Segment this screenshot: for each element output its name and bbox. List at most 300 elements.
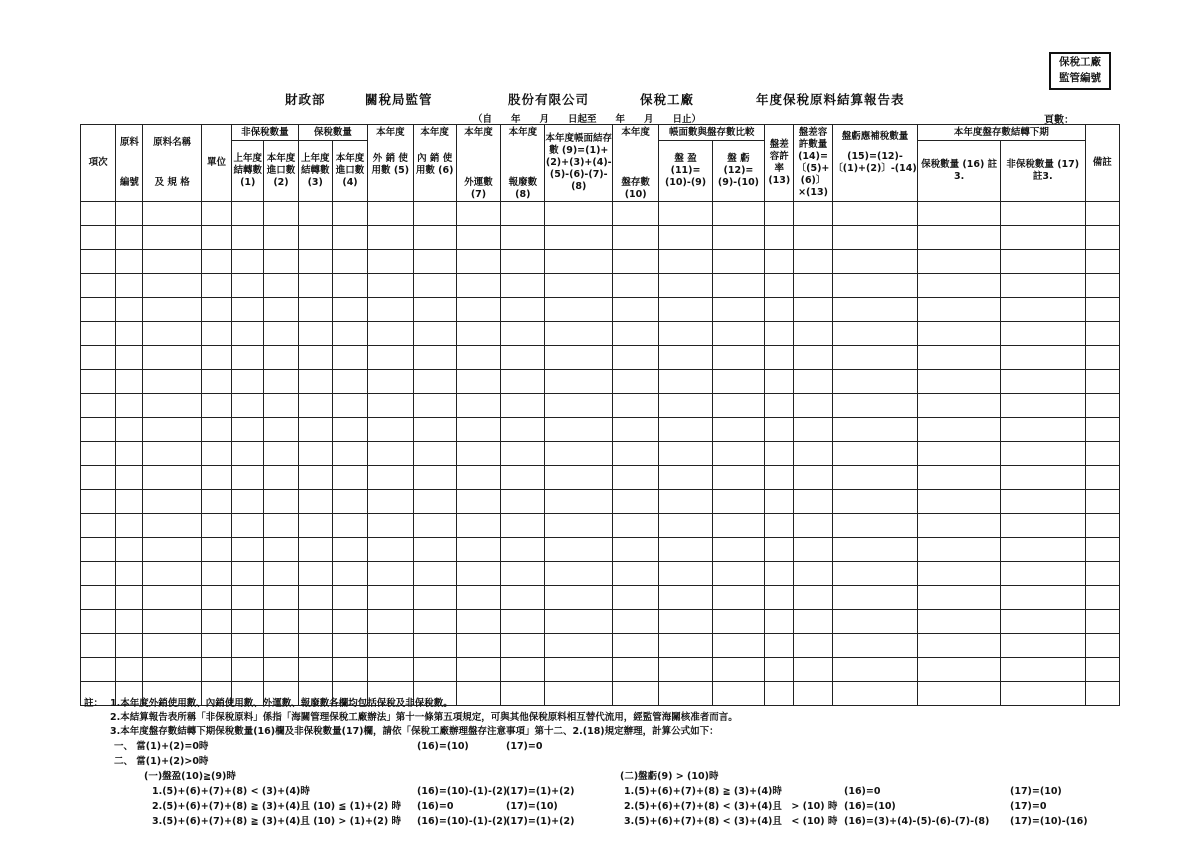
table-cell[interactable] [264, 418, 298, 442]
table-cell[interactable] [456, 658, 500, 682]
table-cell[interactable] [298, 466, 332, 490]
table-cell[interactable] [712, 418, 764, 442]
table-cell[interactable] [794, 538, 832, 562]
table-cell[interactable] [332, 610, 367, 634]
table-cell[interactable] [264, 658, 298, 682]
table-cell[interactable] [765, 586, 794, 610]
table-cell[interactable] [659, 274, 712, 298]
table-cell[interactable] [332, 514, 367, 538]
table-cell[interactable] [456, 514, 500, 538]
table-cell[interactable] [413, 610, 456, 634]
table-cell[interactable] [918, 586, 1001, 610]
table-cell[interactable] [264, 610, 298, 634]
table-cell[interactable] [232, 250, 264, 274]
table-cell[interactable] [918, 490, 1001, 514]
table-cell[interactable] [918, 538, 1001, 562]
table-cell[interactable] [794, 466, 832, 490]
table-cell[interactable] [368, 538, 413, 562]
table-cell[interactable] [201, 322, 231, 346]
table-cell[interactable] [613, 610, 659, 634]
table-cell[interactable] [765, 658, 794, 682]
table-cell[interactable] [712, 394, 764, 418]
table-cell[interactable] [765, 442, 794, 466]
table-cell[interactable] [659, 682, 712, 706]
table-cell[interactable] [501, 322, 545, 346]
table-cell[interactable] [545, 586, 613, 610]
table-cell[interactable] [918, 202, 1001, 226]
table-cell[interactable] [794, 562, 832, 586]
table-cell[interactable] [613, 658, 659, 682]
table-cell[interactable] [413, 490, 456, 514]
table-cell[interactable] [332, 538, 367, 562]
table-cell[interactable] [918, 514, 1001, 538]
table-cell[interactable] [501, 250, 545, 274]
table-cell[interactable] [613, 274, 659, 298]
table-cell[interactable] [456, 298, 500, 322]
table-cell[interactable] [456, 394, 500, 418]
table-cell[interactable] [413, 394, 456, 418]
table-cell[interactable] [501, 442, 545, 466]
table-cell[interactable] [368, 250, 413, 274]
table-cell[interactable] [298, 490, 332, 514]
table-cell[interactable] [1000, 346, 1085, 370]
table-cell[interactable] [332, 490, 367, 514]
table-cell[interactable] [332, 418, 367, 442]
table-cell[interactable] [81, 274, 116, 298]
table-cell[interactable] [918, 298, 1001, 322]
table-cell[interactable] [501, 226, 545, 250]
table-cell[interactable] [264, 322, 298, 346]
table-cell[interactable] [545, 658, 613, 682]
table-cell[interactable] [765, 466, 794, 490]
table-cell[interactable] [298, 370, 332, 394]
table-cell[interactable] [413, 298, 456, 322]
table-cell[interactable] [232, 202, 264, 226]
table-cell[interactable] [1000, 250, 1085, 274]
table-cell[interactable] [545, 442, 613, 466]
table-cell[interactable] [659, 466, 712, 490]
table-cell[interactable] [232, 322, 264, 346]
table-cell[interactable] [613, 250, 659, 274]
table-cell[interactable] [201, 562, 231, 586]
table-cell[interactable] [201, 298, 231, 322]
table-cell[interactable] [613, 634, 659, 658]
table-cell[interactable] [712, 682, 764, 706]
table-cell[interactable] [832, 682, 918, 706]
table-cell[interactable] [332, 226, 367, 250]
table-cell[interactable] [659, 610, 712, 634]
table-cell[interactable] [332, 634, 367, 658]
table-cell[interactable] [201, 250, 231, 274]
table-cell[interactable] [143, 562, 201, 586]
table-cell[interactable] [143, 442, 201, 466]
table-cell[interactable] [794, 634, 832, 658]
table-cell[interactable] [143, 610, 201, 634]
table-cell[interactable] [116, 202, 143, 226]
table-cell[interactable] [201, 370, 231, 394]
table-cell[interactable] [456, 538, 500, 562]
table-cell[interactable] [456, 250, 500, 274]
table-cell[interactable] [368, 466, 413, 490]
table-cell[interactable] [545, 274, 613, 298]
table-cell[interactable] [413, 202, 456, 226]
table-cell[interactable] [143, 226, 201, 250]
table-cell[interactable] [659, 394, 712, 418]
table-cell[interactable] [116, 466, 143, 490]
table-cell[interactable] [201, 586, 231, 610]
table-cell[interactable] [545, 538, 613, 562]
table-cell[interactable] [201, 442, 231, 466]
table-cell[interactable] [264, 298, 298, 322]
table-cell[interactable] [918, 682, 1001, 706]
table-cell[interactable] [413, 370, 456, 394]
table-cell[interactable] [116, 586, 143, 610]
table-cell[interactable] [298, 322, 332, 346]
table-cell[interactable] [712, 250, 764, 274]
table-cell[interactable] [413, 442, 456, 466]
table-cell[interactable] [264, 226, 298, 250]
table-cell[interactable] [201, 394, 231, 418]
table-cell[interactable] [712, 322, 764, 346]
table-cell[interactable] [832, 442, 918, 466]
table-cell[interactable] [918, 226, 1001, 250]
table-cell[interactable] [368, 490, 413, 514]
table-cell[interactable] [545, 514, 613, 538]
table-cell[interactable] [298, 418, 332, 442]
table-cell[interactable] [368, 322, 413, 346]
table-cell[interactable] [143, 322, 201, 346]
table-cell[interactable] [81, 586, 116, 610]
table-cell[interactable] [545, 370, 613, 394]
table-cell[interactable] [832, 322, 918, 346]
table-cell[interactable] [1000, 634, 1085, 658]
table-cell[interactable] [832, 250, 918, 274]
table-cell[interactable] [659, 322, 712, 346]
table-cell[interactable] [794, 610, 832, 634]
table-cell[interactable] [232, 298, 264, 322]
table-cell[interactable] [332, 370, 367, 394]
table-cell[interactable] [413, 466, 456, 490]
table-cell[interactable] [501, 346, 545, 370]
table-cell[interactable] [659, 562, 712, 586]
table-cell[interactable] [116, 418, 143, 442]
table-cell[interactable] [264, 442, 298, 466]
table-cell[interactable] [81, 322, 116, 346]
table-cell[interactable] [298, 274, 332, 298]
table-cell[interactable] [765, 346, 794, 370]
table-cell[interactable] [143, 250, 201, 274]
table-cell[interactable] [1000, 274, 1085, 298]
table-cell[interactable] [368, 370, 413, 394]
table-cell[interactable] [659, 538, 712, 562]
table-cell[interactable] [545, 202, 613, 226]
table-cell[interactable] [81, 466, 116, 490]
table-cell[interactable] [368, 226, 413, 250]
table-cell[interactable] [765, 202, 794, 226]
table-cell[interactable] [765, 274, 794, 298]
table-cell[interactable] [545, 610, 613, 634]
table-cell[interactable] [659, 658, 712, 682]
table-cell[interactable] [413, 538, 456, 562]
table-cell[interactable] [298, 202, 332, 226]
table-cell[interactable] [456, 610, 500, 634]
table-cell[interactable] [832, 274, 918, 298]
table-cell[interactable] [613, 394, 659, 418]
table-cell[interactable] [918, 658, 1001, 682]
table-cell[interactable] [712, 226, 764, 250]
table-cell[interactable] [368, 274, 413, 298]
table-cell[interactable] [368, 586, 413, 610]
table-cell[interactable] [332, 298, 367, 322]
table-cell[interactable] [456, 418, 500, 442]
table-cell[interactable] [765, 514, 794, 538]
table-cell[interactable] [232, 394, 264, 418]
table-cell[interactable] [413, 418, 456, 442]
table-cell[interactable] [413, 346, 456, 370]
table-cell[interactable] [116, 346, 143, 370]
table-cell[interactable] [298, 226, 332, 250]
table-cell[interactable] [201, 346, 231, 370]
table-cell[interactable] [501, 634, 545, 658]
table-cell[interactable] [1085, 586, 1119, 610]
table-cell[interactable] [794, 202, 832, 226]
table-cell[interactable] [1085, 634, 1119, 658]
table-cell[interactable] [765, 490, 794, 514]
table-cell[interactable] [1085, 418, 1119, 442]
table-cell[interactable] [1085, 610, 1119, 634]
table-cell[interactable] [264, 490, 298, 514]
table-cell[interactable] [918, 418, 1001, 442]
table-cell[interactable] [264, 394, 298, 418]
table-cell[interactable] [116, 658, 143, 682]
table-cell[interactable] [298, 250, 332, 274]
table-cell[interactable] [413, 274, 456, 298]
table-cell[interactable] [201, 658, 231, 682]
table-cell[interactable] [1000, 226, 1085, 250]
table-cell[interactable] [1000, 586, 1085, 610]
table-cell[interactable] [918, 562, 1001, 586]
table-cell[interactable] [794, 346, 832, 370]
table-cell[interactable] [765, 298, 794, 322]
table-cell[interactable] [659, 418, 712, 442]
table-cell[interactable] [501, 490, 545, 514]
table-cell[interactable] [116, 250, 143, 274]
table-cell[interactable] [1000, 514, 1085, 538]
table-cell[interactable] [413, 322, 456, 346]
table-cell[interactable] [794, 226, 832, 250]
table-cell[interactable] [794, 514, 832, 538]
table-cell[interactable] [368, 202, 413, 226]
table-cell[interactable] [1000, 610, 1085, 634]
table-cell[interactable] [613, 586, 659, 610]
table-cell[interactable] [794, 250, 832, 274]
table-cell[interactable] [832, 610, 918, 634]
table-cell[interactable] [143, 538, 201, 562]
table-cell[interactable] [794, 682, 832, 706]
table-cell[interactable] [1085, 562, 1119, 586]
table-cell[interactable] [832, 418, 918, 442]
table-cell[interactable] [143, 466, 201, 490]
table-cell[interactable] [712, 346, 764, 370]
table-cell[interactable] [712, 586, 764, 610]
table-cell[interactable] [659, 226, 712, 250]
table-cell[interactable] [332, 394, 367, 418]
table-cell[interactable] [264, 586, 298, 610]
table-cell[interactable] [918, 442, 1001, 466]
table-cell[interactable] [918, 394, 1001, 418]
table-cell[interactable] [545, 562, 613, 586]
table-cell[interactable] [794, 658, 832, 682]
table-cell[interactable] [1085, 250, 1119, 274]
table-cell[interactable] [832, 514, 918, 538]
table-cell[interactable] [832, 538, 918, 562]
table-cell[interactable] [116, 514, 143, 538]
table-cell[interactable] [332, 562, 367, 586]
table-cell[interactable] [765, 682, 794, 706]
table-cell[interactable] [201, 466, 231, 490]
table-cell[interactable] [832, 298, 918, 322]
table-cell[interactable] [232, 658, 264, 682]
table-cell[interactable] [501, 370, 545, 394]
table-cell[interactable] [332, 250, 367, 274]
table-cell[interactable] [81, 394, 116, 418]
table-cell[interactable] [116, 274, 143, 298]
table-cell[interactable] [1000, 466, 1085, 490]
table-cell[interactable] [1000, 658, 1085, 682]
table-cell[interactable] [143, 418, 201, 442]
table-cell[interactable] [832, 658, 918, 682]
table-cell[interactable] [201, 634, 231, 658]
table-cell[interactable] [413, 514, 456, 538]
table-cell[interactable] [264, 250, 298, 274]
table-cell[interactable] [1000, 490, 1085, 514]
table-cell[interactable] [832, 490, 918, 514]
table-cell[interactable] [765, 634, 794, 658]
table-cell[interactable] [613, 562, 659, 586]
table-cell[interactable] [298, 346, 332, 370]
table-cell[interactable] [143, 298, 201, 322]
table-cell[interactable] [794, 586, 832, 610]
table-cell[interactable] [1085, 394, 1119, 418]
table-cell[interactable] [232, 514, 264, 538]
table-cell[interactable] [264, 274, 298, 298]
table-cell[interactable] [332, 322, 367, 346]
table-cell[interactable] [765, 250, 794, 274]
table-cell[interactable] [201, 202, 231, 226]
table-cell[interactable] [143, 274, 201, 298]
table-cell[interactable] [832, 586, 918, 610]
table-cell[interactable] [1085, 538, 1119, 562]
table-cell[interactable] [116, 610, 143, 634]
table-cell[interactable] [613, 418, 659, 442]
table-cell[interactable] [332, 346, 367, 370]
table-cell[interactable] [765, 370, 794, 394]
table-cell[interactable] [832, 466, 918, 490]
table-cell[interactable] [332, 466, 367, 490]
table-cell[interactable] [659, 586, 712, 610]
table-cell[interactable] [81, 658, 116, 682]
table-cell[interactable] [368, 346, 413, 370]
table-cell[interactable] [659, 250, 712, 274]
table-cell[interactable] [143, 658, 201, 682]
table-cell[interactable] [545, 322, 613, 346]
table-cell[interactable] [794, 274, 832, 298]
table-cell[interactable] [81, 442, 116, 466]
table-cell[interactable] [1000, 202, 1085, 226]
table-cell[interactable] [1085, 490, 1119, 514]
table-cell[interactable] [501, 298, 545, 322]
table-cell[interactable] [368, 610, 413, 634]
table-cell[interactable] [143, 370, 201, 394]
table-cell[interactable] [1085, 514, 1119, 538]
table-cell[interactable] [368, 514, 413, 538]
table-cell[interactable] [712, 274, 764, 298]
table-cell[interactable] [545, 394, 613, 418]
table-cell[interactable] [143, 394, 201, 418]
table-cell[interactable] [545, 634, 613, 658]
table-cell[interactable] [298, 298, 332, 322]
table-cell[interactable] [456, 586, 500, 610]
table-cell[interactable] [81, 298, 116, 322]
table-cell[interactable] [81, 538, 116, 562]
table-cell[interactable] [794, 442, 832, 466]
table-cell[interactable] [832, 394, 918, 418]
table-cell[interactable] [501, 394, 545, 418]
table-cell[interactable] [613, 346, 659, 370]
table-cell[interactable] [201, 274, 231, 298]
table-cell[interactable] [501, 418, 545, 442]
table-cell[interactable] [456, 490, 500, 514]
table-cell[interactable] [368, 658, 413, 682]
table-cell[interactable] [232, 586, 264, 610]
table-cell[interactable] [1000, 418, 1085, 442]
table-cell[interactable] [116, 442, 143, 466]
table-cell[interactable] [116, 298, 143, 322]
table-cell[interactable] [232, 562, 264, 586]
table-cell[interactable] [765, 562, 794, 586]
table-cell[interactable] [201, 490, 231, 514]
table-cell[interactable] [1085, 658, 1119, 682]
table-cell[interactable] [501, 538, 545, 562]
table-cell[interactable] [332, 274, 367, 298]
table-cell[interactable] [368, 562, 413, 586]
table-cell[interactable] [501, 586, 545, 610]
table-cell[interactable] [613, 514, 659, 538]
table-cell[interactable] [116, 490, 143, 514]
table-cell[interactable] [456, 562, 500, 586]
table-cell[interactable] [794, 394, 832, 418]
table-cell[interactable] [712, 442, 764, 466]
table-cell[interactable] [298, 514, 332, 538]
table-cell[interactable] [298, 586, 332, 610]
table-cell[interactable] [794, 490, 832, 514]
table-cell[interactable] [332, 586, 367, 610]
table-cell[interactable] [368, 418, 413, 442]
table-cell[interactable] [1000, 370, 1085, 394]
table-cell[interactable] [413, 586, 456, 610]
table-cell[interactable] [116, 322, 143, 346]
table-cell[interactable] [1000, 322, 1085, 346]
table-cell[interactable] [298, 442, 332, 466]
table-cell[interactable] [232, 274, 264, 298]
table-cell[interactable] [298, 610, 332, 634]
table-cell[interactable] [456, 634, 500, 658]
table-cell[interactable] [81, 202, 116, 226]
table-cell[interactable] [501, 562, 545, 586]
table-cell[interactable] [613, 322, 659, 346]
table-cell[interactable] [832, 370, 918, 394]
table-cell[interactable] [413, 634, 456, 658]
